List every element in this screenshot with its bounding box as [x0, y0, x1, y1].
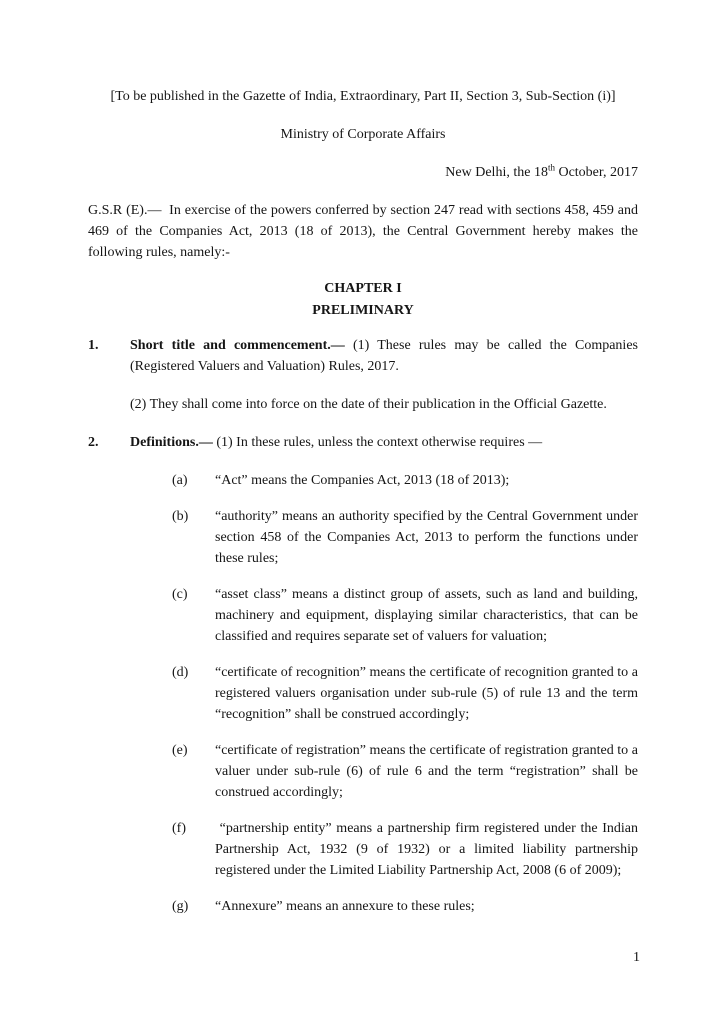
clause-c: [172, 584, 638, 647]
chapter-title: CHAPTER I: [324, 281, 402, 296]
dateline-rest: October, 2017: [554, 165, 638, 180]
dateline-ordinal: th: [547, 162, 555, 173]
clause-b-label: (b): [172, 509, 189, 524]
rule-1-number: 1.: [88, 338, 99, 353]
clause-e-text: “certificate of registration” means the certificate of registration granted to a valuer under sub-rule (6) of rule 6 and the term “registration” shall be construed accordingly;: [215, 743, 638, 800]
clause-d-text: “certificate of recognition” means the certificate of recognition granted to a registered valuers organisation under sub-rule (5) of rule 13 and the term “recognition” shall be construed accordingly;: [215, 665, 638, 722]
clause-a-text: “Act” means the Companies Act, 2013 (18 of 2013);: [215, 473, 510, 488]
clause-a: [172, 470, 638, 491]
clause-c-label: (c): [172, 587, 188, 602]
rule-1-subparagraph: (2) They shall come into force on the date of their publication in the Official Gazette.: [130, 397, 607, 412]
rule-2: [88, 432, 638, 917]
chapter-heading-block: [88, 278, 638, 322]
clause-f: [172, 818, 638, 881]
clause-a-label: (a): [172, 473, 188, 488]
clause-g: [172, 896, 638, 917]
rule-2-title: Definitions.—: [130, 435, 213, 450]
rule-2-number: 2.: [88, 435, 99, 450]
gsr-notification-paragraph: G.S.R (E).— In exercise of the powers conferred by section 247 read with sections 458, 459 and 469 of the Companies Act, 2013 (18 of 2013), the Central Government hereby makes the following rules, namely:-: [88, 203, 638, 260]
clause-g-label: (g): [172, 899, 189, 914]
gazette-publish-line: [To be published in the Gazette of India, Extraordinary, Part II, Section 3, Sub-Section (i)]: [110, 89, 616, 104]
clause-d-label: (d): [172, 665, 189, 680]
clause-e-label: (e): [172, 743, 188, 758]
rule-1-body: [130, 335, 638, 432]
clause-b-text: “authority” means an authority specified by the Central Government under section 458 of the Companies Act, 2013 to perform the functions under these rules;: [215, 509, 638, 566]
clause-d: [172, 662, 638, 725]
clause-e: [172, 740, 638, 803]
chapter-subtitle: PRELIMINARY: [312, 303, 414, 318]
rule-1-intro: (1) These rules may be called the Companies (Registered Valuers and Valuation) Rules, 2017.: [130, 338, 638, 374]
ministry-line: Ministry of Corporate Affairs: [280, 127, 446, 142]
rule-1: [88, 335, 638, 432]
clause-f-text: “partnership entity” means a partnership firm registered under the Indian Partnership Act, 1932 (9 of 1932) or a limited liability partnership registered under the Limited Liability Partnership Act, 2008 (6 of 2009);: [215, 821, 638, 878]
dateline-text: New Delhi, the 18: [445, 165, 548, 180]
clause-f-label: (f): [172, 821, 186, 836]
rule-1-paragraph: [130, 335, 638, 377]
clause-b: [172, 506, 638, 569]
rule-2-body: [130, 432, 638, 917]
rule-1-title: Short title and commencement.—: [130, 338, 345, 353]
rule-2-intro: (1) In these rules, unless the context otherwise requires —: [212, 435, 543, 450]
rule-2-paragraph: [130, 432, 638, 453]
clause-c-text: “asset class” means a distinct group of assets, such as land and building, machinery and equipment, displaying similar characteristics, that can be classified and requires separate set of valuers for valuation;: [215, 587, 638, 644]
dateline: [88, 162, 638, 183]
page-number: 1: [633, 950, 640, 965]
clause-g-text: “Annexure” means an annexure to these rules;: [215, 899, 475, 914]
